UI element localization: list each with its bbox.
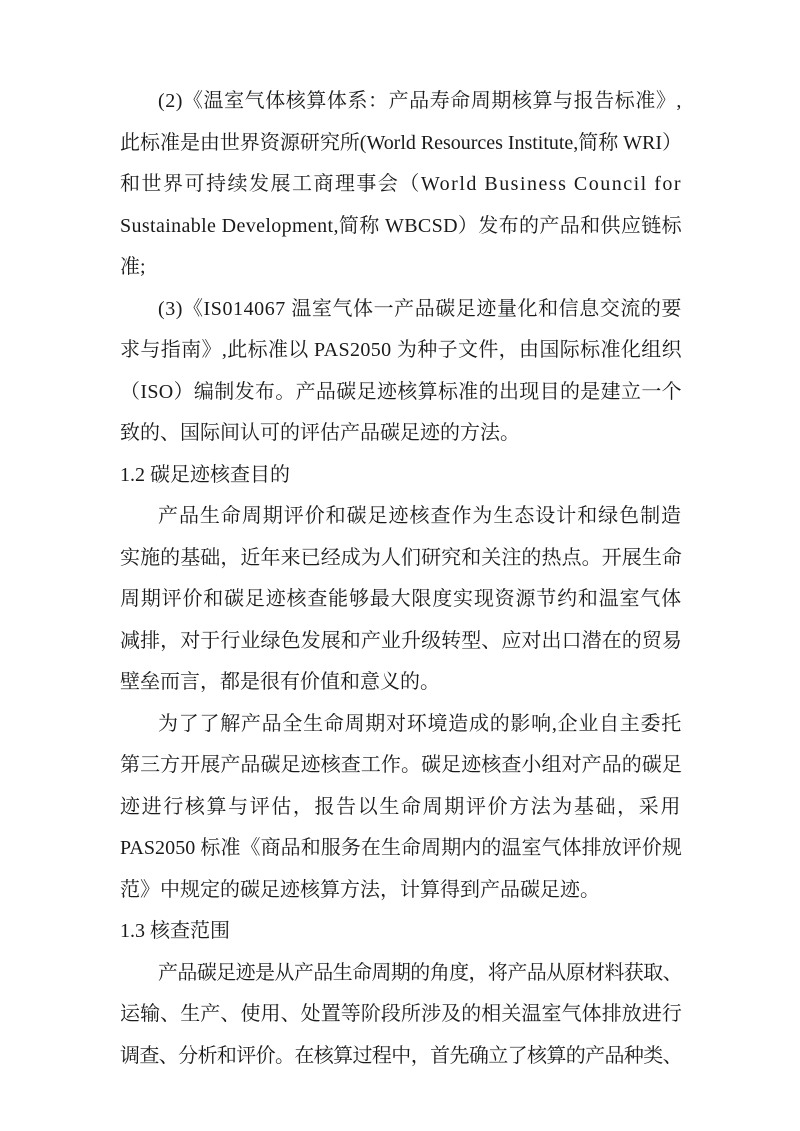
text-line-text: PAS2050 标准《商品和服务在生命周期内的温室气体排放评价规: [120, 837, 682, 859]
text-line-text: 周期评价和碳足迹核查能够最大限度实现资源节约和温室气体: [120, 588, 682, 610]
text-line: [120, 538, 682, 580]
text-line-text: 实施的基础，近年来已经成为人们研究和关注的热点。开展生命: [120, 546, 682, 569]
document-content: [120, 81, 682, 1077]
text-line: [120, 953, 682, 995]
section-heading: [120, 455, 682, 497]
text-line: [120, 289, 682, 331]
text-line: [120, 994, 682, 1036]
text-line: [120, 372, 682, 414]
text-line-text: （ISO）编制发布。产品碳足迹核算标准的出现目的是建立一个: [120, 380, 682, 403]
text-line-text: 第三方开展产品碳足迹核查工作。碳足迹核查小组对产品的碳足: [120, 754, 682, 776]
section-heading-text: 1.2 碳足迹核查目的: [120, 463, 290, 486]
text-line-text: 此标准是由世界资源研究所(World Resources Institute,简称 WRI）: [120, 131, 682, 154]
text-line-text: 调查、分析和评价。在核算过程中，首先确立了核算的产品种类、: [120, 1044, 682, 1067]
text-line: [120, 704, 682, 746]
text-line: [120, 870, 682, 912]
text-line-text: 为了了解产品全生命周期对环境造成的影响,企业自主委托: [158, 712, 682, 735]
text-line: [120, 206, 682, 248]
text-line: [120, 123, 682, 165]
text-line-text: 产品生命周期评价和碳足迹核查作为生态设计和绿色制造: [158, 505, 682, 527]
text-line-text: 运输、生产、使用、处置等阶段所涉及的相关温室气体排放进行: [120, 1003, 682, 1025]
text-line-text: 和世界可持续发展工商理事会（World Business Council for: [120, 173, 682, 195]
text-line-text: 准;: [120, 256, 146, 278]
text-line: [120, 1036, 682, 1078]
text-line-text: 致的、国际间认可的评估产品碳足迹的方法。: [120, 422, 520, 444]
text-line-text: 迹进行核算与评估，报告以生命周期评价方法为基础，采用: [120, 795, 682, 818]
text-line-text: 壁垒而言，都是很有价值和意义的。: [120, 671, 440, 693]
text-line: [120, 787, 682, 829]
text-line-text: 减排，对于行业绿色发展和产业升级转型、应对出口潜在的贸易: [120, 629, 682, 652]
text-line: [120, 828, 682, 870]
text-line: [120, 662, 682, 704]
text-line-text: 产品碳足迹是从产品生命周期的角度，将产品从原材料获取、: [158, 961, 682, 984]
text-line: [120, 496, 682, 538]
section-heading-text: 1.3 核查范围: [120, 920, 230, 942]
text-line-text: (3)《IS014067 温室气体一产品碳足迹量化和信息交流的要: [158, 297, 682, 320]
text-line: [120, 745, 682, 787]
text-line-text: 范》中规定的碳足迹核算方法，计算得到产品碳足迹。: [120, 878, 600, 901]
text-line: [120, 413, 682, 455]
text-line: [120, 330, 682, 372]
text-line: [120, 579, 682, 621]
text-line-text: 求与指南》,此标准以 PAS2050 为种子文件，由国际标准化组织: [120, 339, 682, 361]
text-line: [120, 621, 682, 663]
text-line-text: (2)《温室气体核算体系：产品寿命周期核算与报告标准》,: [158, 90, 682, 112]
text-line: [120, 81, 682, 123]
text-line-text: Sustainable Development,简称 WBCSD）发布的产品和供应链标: [120, 214, 682, 237]
text-line: [120, 164, 682, 206]
text-line: [120, 247, 682, 289]
section-heading: [120, 911, 682, 953]
